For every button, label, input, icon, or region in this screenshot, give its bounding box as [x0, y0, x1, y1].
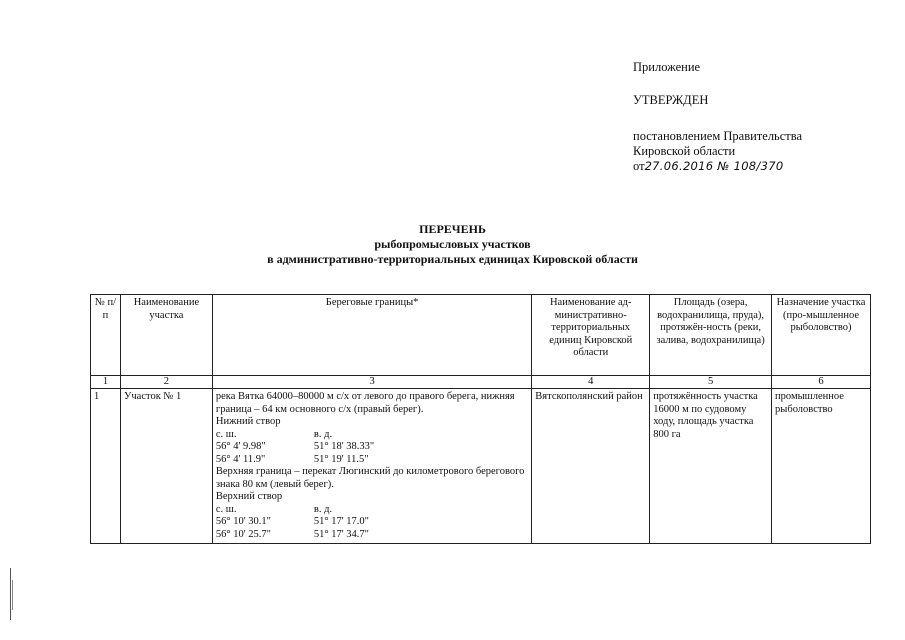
coord-row — [216, 441, 528, 454]
col-number: 1 — [91, 376, 121, 389]
row-number: 1 — [91, 389, 121, 544]
approval-line-3 — [633, 159, 802, 174]
coord-row — [216, 529, 528, 542]
longitude: 51° 17' 34.7" — [313, 528, 369, 540]
latitude: 56° 10' 25.7" — [215, 528, 271, 540]
header-district: Наименование ад-министративно-территориальных единиц Кировской области — [532, 295, 650, 376]
upper-section-title: Верхний створ — [215, 491, 283, 502]
row-area-size: протяжённость участка 16000 м по судовому ходу, площадь участка 800 га — [650, 389, 772, 544]
title-line-3: в административно-территориальных единицах Кировской области — [267, 252, 638, 266]
scan-artifact-line — [10, 568, 11, 620]
handwritten-date-number: 27.06.2016 № 108/370 — [644, 159, 784, 173]
table-header-row — [91, 295, 871, 376]
latitude: 56° 10' 30.1" — [215, 516, 271, 527]
row-purpose: промышленное рыболовство — [772, 389, 871, 544]
col-number: 3 — [212, 376, 531, 389]
border-intro: река Вятка 64000–80000 м с/х от левого до правого берега, нижняя граница – 64 км основного с/х (правый берег). — [215, 391, 515, 415]
longitude-label: в. д. — [313, 428, 333, 440]
latitude: 56° 4' 11.9" — [215, 453, 266, 465]
upper-border-intro: Верхняя граница – перекат Люгинский до километрового берегового знака 80 км (левый берег). — [215, 466, 525, 490]
col-number: 4 — [532, 376, 650, 389]
coord-row — [216, 516, 528, 529]
scan-artifact-line — [12, 580, 13, 610]
row-district: Вятскополянский район — [532, 389, 650, 544]
header-area-name: Наименование участка — [120, 295, 212, 376]
table-row — [91, 389, 871, 544]
header-area-size: Площадь (озера, водохранилища, пруда), протяжён-ность (реки, залива, водохранилища) — [650, 295, 772, 376]
column-number-row — [91, 376, 871, 389]
document-title — [0, 222, 905, 267]
longitude: 51° 18' 38.33" — [313, 441, 375, 452]
approval-line-2: Кировской области — [633, 144, 736, 158]
longitude: 51° 17' 17.0" — [313, 516, 369, 527]
row-area-name: Участок № 1 — [120, 389, 212, 544]
title-line-1: ПЕРЕЧЕНЬ — [419, 222, 486, 236]
longitude-label: в. д. — [313, 503, 333, 515]
latitude: 56° 4' 9.98" — [215, 441, 266, 452]
header-borders: Береговые границы* — [212, 295, 531, 376]
latitude-label: с. ш. — [215, 503, 237, 515]
appendix-label: Приложение — [633, 60, 701, 74]
header-purpose: Назначение участка (про-мышленное рыболовство) — [772, 295, 871, 376]
latitude-label: с. ш. — [215, 428, 237, 440]
coord-labels — [216, 504, 528, 517]
col-number: 5 — [650, 376, 772, 389]
coord-row — [216, 454, 528, 467]
header-number: № п/п — [91, 295, 121, 376]
lower-section-title: Нижний створ — [215, 416, 281, 427]
row-borders — [212, 389, 531, 544]
approved-label: УТВЕРЖДЕН — [633, 93, 709, 107]
col-number: 6 — [772, 376, 871, 389]
coord-labels — [216, 429, 528, 442]
approval-line-1: постановлением Правительства — [633, 129, 803, 143]
col-number: 2 — [120, 376, 212, 389]
approval-block — [633, 60, 802, 174]
date-prefix: от — [633, 159, 645, 173]
fishing-areas-table — [90, 294, 871, 544]
longitude: 51° 19' 11.5" — [313, 453, 369, 465]
title-line-2: рыбопромысловых участков — [374, 237, 531, 251]
